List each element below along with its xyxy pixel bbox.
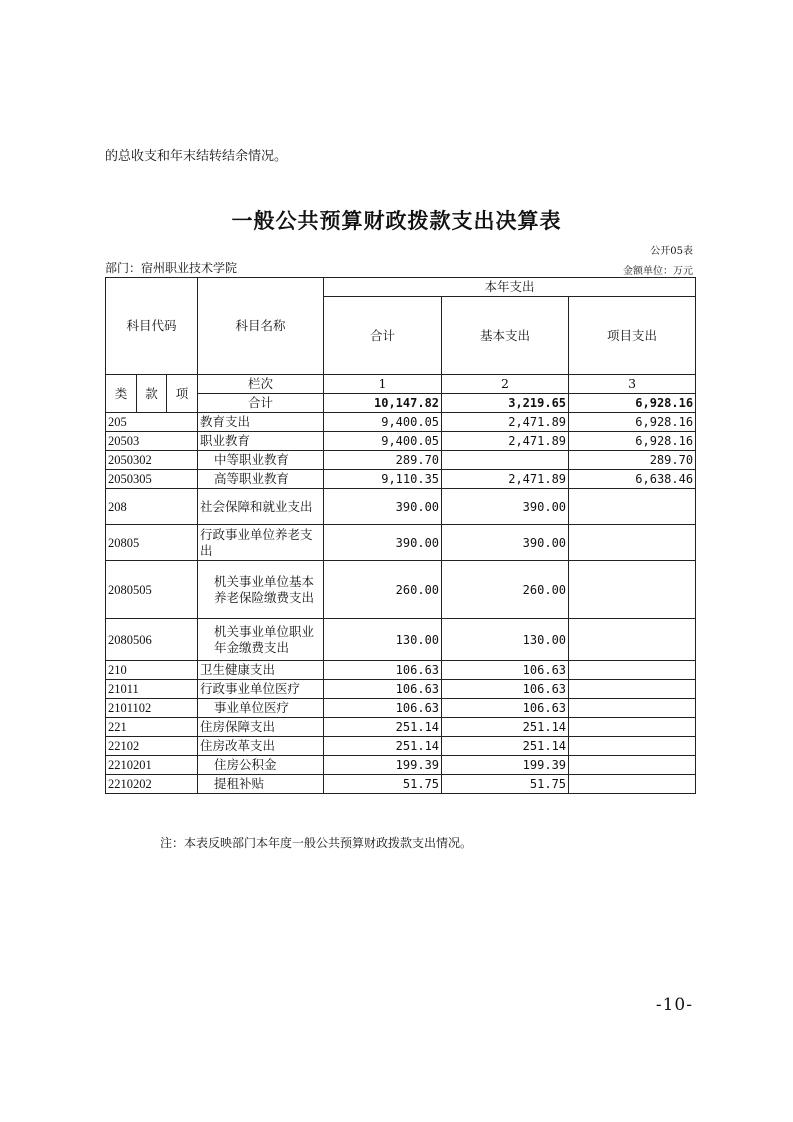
row-basic: 390.00 <box>442 489 569 525</box>
row-code: 2210201 <box>106 756 198 775</box>
page-title: 一般公共预算财政拨款支出决算表 <box>231 208 562 233</box>
total-row-label: 合计 <box>198 394 324 413</box>
row-name: 中等职业教育 <box>198 451 324 470</box>
row-total: 251.14 <box>324 718 442 737</box>
table-row <box>106 525 696 561</box>
table-row <box>106 619 696 661</box>
page-number: -10- <box>655 995 693 1015</box>
row-name: 行政事业单位养老支出 <box>198 525 324 561</box>
row-project <box>569 718 696 737</box>
row-basic: 199.39 <box>442 756 569 775</box>
row-code: 2050302 <box>106 451 198 470</box>
table-row <box>106 489 696 525</box>
row-basic: 390.00 <box>442 525 569 561</box>
row-code: 2050305 <box>106 470 198 489</box>
row-code: 21011 <box>106 680 198 699</box>
row-total: 9,400.05 <box>324 432 442 451</box>
header-lanci: 栏次 <box>198 375 324 394</box>
row-code: 22102 <box>106 737 198 756</box>
row-basic: 2,471.89 <box>442 413 569 432</box>
header-col1: 1 <box>324 375 442 394</box>
row-total: 130.00 <box>324 619 442 661</box>
row-basic <box>442 451 569 470</box>
row-project <box>569 699 696 718</box>
row-code: 208 <box>106 489 198 525</box>
header-xiang: 项 <box>167 375 198 413</box>
row-code: 2080506 <box>106 619 198 661</box>
header-year-expense: 本年支出 <box>324 278 696 297</box>
row-basic: 260.00 <box>442 561 569 619</box>
row-name: 机关事业单位基本养老保险缴费支出 <box>198 561 324 619</box>
row-code: 221 <box>106 718 198 737</box>
header-total: 合计 <box>324 297 442 375</box>
table-row <box>106 737 696 756</box>
row-project <box>569 756 696 775</box>
row-project <box>569 680 696 699</box>
row-project <box>569 775 696 794</box>
table-row <box>106 470 696 489</box>
table-row <box>106 413 696 432</box>
row-code: 210 <box>106 661 198 680</box>
row-name: 住房保障支出 <box>198 718 324 737</box>
row-code: 2210202 <box>106 775 198 794</box>
table-row <box>106 661 696 680</box>
row-basic: 251.14 <box>442 737 569 756</box>
row-total: 390.00 <box>324 489 442 525</box>
department-label: 部门：宿州职业技术学院 <box>105 261 238 275</box>
form-number: 公开05表 <box>650 246 693 257</box>
table-row <box>106 451 696 470</box>
row-total: 251.14 <box>324 737 442 756</box>
header-col2: 2 <box>442 375 569 394</box>
header-lei: 类 <box>106 375 137 413</box>
total-row-total: 10,147.82 <box>324 394 442 413</box>
row-basic: 130.00 <box>442 619 569 661</box>
row-total: 9,110.35 <box>324 470 442 489</box>
row-name: 高等职业教育 <box>198 470 324 489</box>
row-name: 教育支出 <box>198 413 324 432</box>
row-total: 260.00 <box>324 561 442 619</box>
header-code: 科目代码 <box>106 278 198 375</box>
row-project: 6,638.46 <box>569 470 696 489</box>
row-total: 199.39 <box>324 756 442 775</box>
row-code: 205 <box>106 413 198 432</box>
row-total: 51.75 <box>324 775 442 794</box>
row-project <box>569 661 696 680</box>
header-basic: 基本支出 <box>442 297 569 375</box>
row-total: 390.00 <box>324 525 442 561</box>
row-code: 2101102 <box>106 699 198 718</box>
row-basic: 106.63 <box>442 699 569 718</box>
table-row <box>106 699 696 718</box>
row-basic: 251.14 <box>442 718 569 737</box>
table-note: 注：本表反映部门本年度一般公共预算财政拨款支出情况。 <box>160 836 473 850</box>
header-name: 科目名称 <box>198 278 324 375</box>
row-basic: 106.63 <box>442 680 569 699</box>
row-basic: 106.63 <box>442 661 569 680</box>
table-row <box>106 561 696 619</box>
row-project <box>569 619 696 661</box>
total-row-basic: 3,219.65 <box>442 394 569 413</box>
row-project <box>569 561 696 619</box>
table-row <box>106 718 696 737</box>
header-kuan: 款 <box>137 375 167 413</box>
row-name: 职业教育 <box>198 432 324 451</box>
row-name: 机关事业单位职业年金缴费支出 <box>198 619 324 661</box>
row-basic: 2,471.89 <box>442 470 569 489</box>
row-total: 106.63 <box>324 680 442 699</box>
total-row-project: 6,928.16 <box>569 394 696 413</box>
expenditure-table <box>105 277 696 794</box>
row-name: 住房公积金 <box>198 756 324 775</box>
row-name: 社会保障和就业支出 <box>198 489 324 525</box>
header-col3: 3 <box>569 375 696 394</box>
unit-label: 金额单位：万元 <box>623 266 693 277</box>
row-name: 卫生健康支出 <box>198 661 324 680</box>
row-total: 289.70 <box>324 451 442 470</box>
header-project: 项目支出 <box>569 297 696 375</box>
row-basic: 51.75 <box>442 775 569 794</box>
row-total: 9,400.05 <box>324 413 442 432</box>
row-total: 106.63 <box>324 661 442 680</box>
row-name: 行政事业单位医疗 <box>198 680 324 699</box>
table-row <box>106 775 696 794</box>
table-row <box>106 432 696 451</box>
row-name: 住房改革支出 <box>198 737 324 756</box>
row-code: 2080505 <box>106 561 198 619</box>
row-total: 106.63 <box>324 699 442 718</box>
row-project <box>569 737 696 756</box>
row-code: 20805 <box>106 525 198 561</box>
row-project: 6,928.16 <box>569 413 696 432</box>
row-basic: 2,471.89 <box>442 432 569 451</box>
row-name: 事业单位医疗 <box>198 699 324 718</box>
row-project <box>569 525 696 561</box>
row-code: 20503 <box>106 432 198 451</box>
table-row <box>106 756 696 775</box>
row-project: 6,928.16 <box>569 432 696 451</box>
intro-text: 的总收支和年末结转结余情况。 <box>105 149 288 164</box>
row-project <box>569 489 696 525</box>
row-project: 289.70 <box>569 451 696 470</box>
row-name: 提租补贴 <box>198 775 324 794</box>
table-row <box>106 680 696 699</box>
